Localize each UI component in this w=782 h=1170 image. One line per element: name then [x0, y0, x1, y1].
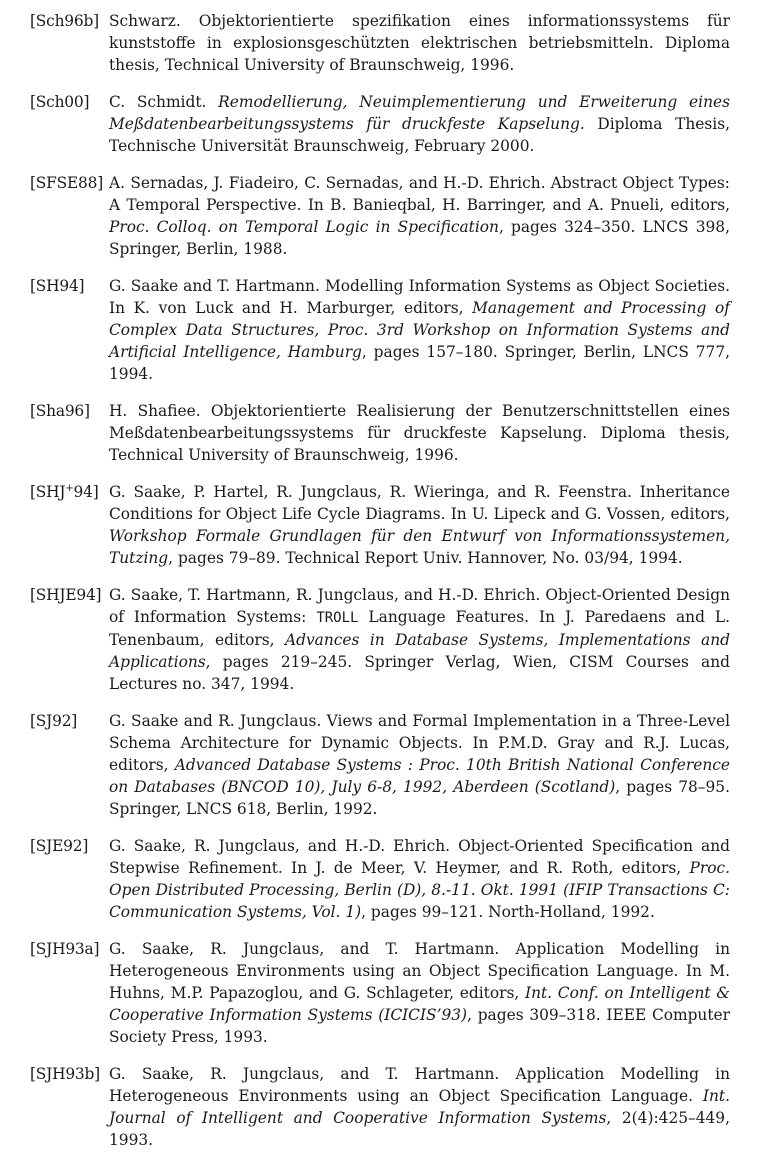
reference-segment: G. Saake, R. Jungclaus, and H.-D. Ehrich. Object-Oriented Specification and Stepwise Refinement. In J. de Meer, V. Heymer, and R. Roth, editors, [109, 837, 730, 877]
reference-text [109, 400, 730, 466]
reference-segment: Workshop Formale Grundlagen für den Entwurf von Informationssystemen, Tutzing [109, 527, 730, 567]
reference-key: [SHJE94] [30, 586, 102, 604]
reference-key: [Sch00] [30, 93, 90, 111]
reference-segment: A. Sernadas, J. Fiadeiro, C. Sernadas, and H.-D. Ehrich. Abstract Object Types: A Temporal Perspective. In B. Banieqbal, H. Barringer, and A. Pnueli, editors, [109, 174, 730, 214]
reference-key: [Sch96b] [30, 12, 99, 30]
reference-segment: Advances in Database Systems, Implementations and Applications [109, 631, 730, 671]
reference-text [109, 172, 730, 260]
reference-entry [30, 400, 730, 466]
reference-entry [30, 275, 730, 385]
reference-text [109, 710, 730, 820]
reference-key: [SJH93a] [30, 940, 100, 958]
reference-segment: Proc. Open Distributed Processing, Berlin (D), 8.-11. Okt. 1991 (IFIP Transactions C: Communication Systems, Vol. 1) [109, 859, 730, 921]
reference-key: [SHJ+94] [30, 482, 99, 501]
reference-segment: , pages 219–245. Springer Verlag, Wien, CISM Courses and Lectures no. 347, 1994. [109, 653, 730, 693]
reference-entry [30, 10, 730, 76]
reference-entry [30, 710, 730, 820]
reference-segment: , pages 309–318. IEEE Computer Society Press, 1993. [109, 1006, 730, 1046]
reference-segment: G. Saake, R. Jungclaus, and T. Hartmann. Application Modelling in Heterogeneous Environments using an Object Specification Language. [109, 1065, 730, 1105]
reference-segment: C. Schmidt. [109, 93, 219, 111]
reference-key: [SJ92] [30, 712, 78, 730]
reference-key: [SFSE88] [30, 174, 103, 192]
reference-entry [30, 835, 730, 923]
reference-segment: G. Saake, T. Hartmann, R. Jungclaus, and H.-D. Ehrich. Object-Oriented Design of Information Systems: [109, 586, 730, 626]
reference-segment: Remodellierung, Neuimplementierung und Erweiterung eines Meßdatenbearbeitungssystems für druckfeste Kapselung. [109, 93, 730, 133]
reference-text [109, 835, 730, 923]
reference-segment: , pages 78–95. Springer, LNCS 618, Berlin, 1992. [109, 778, 730, 818]
reference-key: [SJH93b] [30, 1065, 100, 1083]
bibliography-list [30, 10, 730, 1166]
reference-segment: G. Saake, R. Jungclaus, and T. Hartmann. Application Modelling in Heterogeneous Environments using an Object Specification Language. In M. Huhns, M.P. Papazoglou, and G. Schlageter, editors, [109, 940, 730, 1002]
reference-entry [30, 481, 730, 569]
reference-key: [SH94] [30, 277, 85, 295]
reference-segment: H. Shafiee. Objektorientierte Realisierung der Benutzerschnittstellen eines Meßdatenbearbeitungssystems für druckfeste Kapselung. Diploma thesis, Technical University of Braunschweig, 1996. [109, 402, 730, 464]
reference-segment: , 2(4):425–449, 1993. [109, 1109, 730, 1149]
reference-segment: Diploma Thesis, Technische Universität Braunschweig, February 2000. [109, 115, 730, 155]
reference-segment: Int. Conf. on Intelligent & Cooperative Information Systems (ICICIS’93) [109, 984, 730, 1024]
reference-text [109, 584, 730, 695]
reference-entry [30, 172, 730, 260]
reference-entry [30, 1063, 730, 1151]
reference-segment: G. Saake, P. Hartel, R. Jungclaus, R. Wieringa, and R. Feenstra. Inheritance Conditions for Object Life Cycle Diagrams. In U. Lipeck and G. Vossen, editors, [109, 483, 730, 523]
reference-segment: Proc. Colloq. on Temporal Logic in Specification [109, 218, 499, 236]
reference-text [109, 10, 730, 76]
reference-key: [Sha96] [30, 402, 90, 420]
reference-segment: , pages 157–180. Springer, Berlin, LNCS 777, 1994. [109, 343, 730, 383]
reference-text [109, 275, 730, 385]
reference-key: [SJE92] [30, 837, 89, 855]
reference-entry [30, 91, 730, 157]
reference-segment: , pages 324–350. LNCS 398, Springer, Berlin, 1988. [109, 218, 730, 258]
reference-text [109, 1063, 730, 1151]
reference-segment: G. Saake and R. Jungclaus. Views and Formal Implementation in a Three-Level Schema Architecture for Dynamic Objects. In P.M.D. Gray and R.J. Lucas, editors, [109, 712, 730, 774]
reference-segment: Management and Processing of Complex Data Structures, Proc. 3rd Workshop on Information Systems and Artificial Intelligence, Hamburg [109, 299, 730, 361]
reference-segment: Advanced Database Systems : Proc. 10th British National Conference on Databases (BNCOD 10), July 6-8, 1992, Aberdeen (Scotland) [109, 756, 731, 796]
reference-segment: Schwarz. Objektorientierte spezifikation eines informationssystems für kunststoffe in explosionsgeschützten elektrischen betriebsmitteln. Diploma thesis, Technical University of Braunschweig, 1996. [109, 12, 730, 74]
reference-segment: Language Features. In J. Paredaens and L. Tenenbaum, editors, [109, 608, 730, 649]
reference-text [109, 91, 730, 157]
reference-segment: Int. Journal of Intelligent and Cooperative Information Systems [109, 1087, 730, 1127]
reference-entry [30, 938, 730, 1048]
reference-segment: G. Saake and T. Hartmann. Modelling Information Systems as Object Societies. In K. von Luck and H. Marburger, editors, [109, 277, 730, 317]
reference-entry [30, 584, 730, 695]
reference-segment: TROLL [316, 610, 359, 626]
reference-segment: , pages 79–89. Technical Report Univ. Hannover, No. 03/94, 1994. [168, 549, 683, 567]
reference-text [109, 938, 730, 1048]
reference-text [109, 481, 730, 569]
reference-segment: , pages 99–121. North-Holland, 1992. [361, 903, 655, 921]
